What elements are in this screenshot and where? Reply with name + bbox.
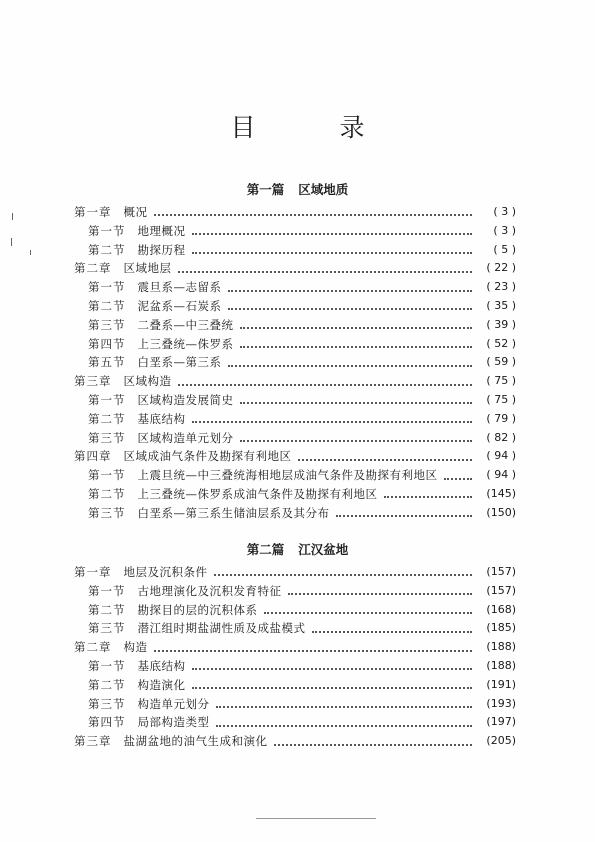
entry-number: 第二章 — [74, 640, 112, 655]
dot-leader — [216, 704, 473, 708]
entry-number: 第一节 — [88, 468, 126, 483]
entry-number: 第一节 — [88, 223, 126, 238]
entry-page-number: ( 94 ) — [486, 449, 516, 463]
toc-list-part-2 — [74, 563, 516, 751]
dot-leader — [228, 363, 473, 367]
dot-leader — [192, 250, 473, 254]
entry-page-number: ( 22 ) — [486, 261, 516, 275]
toc-section-entry[interactable] — [74, 582, 516, 601]
toc-section-entry[interactable] — [74, 353, 516, 372]
entry-page-number: ( 75 ) — [486, 392, 516, 406]
dot-leader — [264, 610, 473, 614]
scan-speck — [256, 818, 376, 819]
dot-leader — [192, 419, 473, 423]
entry-page-number: (157) — [486, 583, 516, 597]
toc-section-entry[interactable] — [74, 466, 516, 485]
entry-number: 第二节 — [88, 298, 126, 313]
scan-speck — [30, 250, 31, 255]
dot-leader — [154, 648, 473, 652]
entry-title: 概况 — [123, 205, 148, 219]
entry-number: 第一节 — [88, 583, 126, 598]
dot-leader — [444, 476, 473, 480]
entry-page-number: (168) — [486, 602, 516, 616]
part-number: 第一篇 — [246, 182, 285, 197]
toc-section-entry[interactable] — [74, 410, 516, 429]
toc-section-entry[interactable] — [74, 222, 516, 241]
entry-title: 古地理演化及沉积发育特征 — [137, 583, 282, 598]
entry-title: 勘探目的层的沉积体系 — [137, 602, 258, 617]
toc-chapter-entry[interactable] — [74, 203, 516, 222]
part-heading-1 — [0, 180, 595, 198]
entry-title: 区域构造 — [123, 374, 172, 389]
entry-page-number: ( 82 ) — [486, 430, 516, 444]
entry-number: 第一章 — [74, 565, 112, 579]
part-heading-2 — [0, 540, 595, 558]
toc-section-entry[interactable] — [74, 601, 516, 620]
part-name: 区域地质 — [298, 182, 349, 197]
entry-number: 第三章 — [74, 734, 112, 749]
entry-number: 第三章 — [74, 374, 112, 389]
dot-leader — [298, 457, 473, 461]
toc-section-entry[interactable] — [74, 713, 516, 732]
part-number: 第二篇 — [246, 542, 285, 557]
entry-number: 第三节 — [88, 621, 126, 636]
dot-leader — [274, 742, 473, 746]
entry-number: 第四节 — [88, 336, 126, 351]
entry-number: 第二节 — [88, 677, 126, 692]
entry-title: 基底结构 — [137, 658, 186, 673]
entry-page-number: (205) — [486, 734, 516, 748]
dot-leader — [240, 325, 473, 329]
dot-leader — [178, 269, 473, 273]
entry-title: 地层及沉积条件 — [123, 565, 208, 579]
dot-leader — [192, 666, 473, 670]
entry-title: 白垩系—第三系 — [137, 355, 222, 370]
entry-title: 构造单元划分 — [137, 696, 210, 711]
dot-leader — [240, 344, 473, 348]
toc-chapter-entry[interactable] — [74, 732, 516, 751]
toc-section-entry[interactable] — [74, 504, 516, 523]
scan-speck — [11, 238, 12, 246]
entry-title: 地理概况 — [137, 223, 186, 238]
entry-page-number: ( 5 ) — [493, 242, 516, 256]
entry-page-number: (145) — [486, 486, 516, 500]
entry-number: 第二章 — [74, 261, 112, 276]
entry-number: 第二节 — [88, 486, 126, 501]
toc-section-entry[interactable] — [74, 297, 516, 316]
entry-number: 第四节 — [88, 715, 126, 730]
dot-leader — [228, 288, 473, 292]
entry-title: 白垩系—第三系生储油层系及其分布 — [137, 505, 330, 520]
entry-number: 第二节 — [88, 602, 126, 617]
entry-number: 第五节 — [88, 355, 126, 370]
dot-leader — [216, 723, 473, 727]
entry-page-number: (193) — [486, 696, 516, 710]
entry-number: 第二节 — [88, 411, 126, 426]
dot-leader — [312, 629, 473, 633]
toc-section-entry[interactable] — [74, 391, 516, 410]
dot-leader — [384, 494, 473, 498]
entry-title: 区域构造发展简史 — [137, 392, 234, 407]
part-name: 江汉盆地 — [298, 542, 349, 557]
entry-page-number: ( 94 ) — [486, 468, 516, 482]
toc-section-entry[interactable] — [74, 619, 516, 638]
toc-section-entry[interactable] — [74, 657, 516, 676]
dot-leader — [192, 685, 473, 689]
entry-page-number: ( 59 ) — [486, 355, 516, 369]
entry-title: 潜江组时期盐湖性质及成盐模式 — [137, 621, 306, 636]
toc-section-entry[interactable] — [74, 676, 516, 695]
entry-title: 盐湖盆地的油气生成和演化 — [123, 734, 268, 749]
entry-page-number: (185) — [486, 621, 516, 635]
dot-leader — [228, 306, 473, 310]
entry-number: 第一节 — [88, 658, 126, 673]
dot-leader — [240, 400, 473, 404]
entry-page-number: ( 52 ) — [486, 336, 516, 350]
entry-number: 第一节 — [88, 392, 126, 407]
dot-leader — [288, 591, 473, 595]
scan-speck — [12, 213, 13, 220]
entry-title: 区域成油气条件及勘探有利地区 — [123, 449, 292, 464]
entry-title: 勘探历程 — [137, 242, 186, 257]
dot-leader — [154, 212, 473, 216]
entry-page-number: ( 3 ) — [493, 223, 516, 237]
toc-chapter-entry[interactable] — [74, 638, 516, 657]
dot-leader — [214, 572, 473, 576]
toc-section-entry[interactable] — [74, 485, 516, 504]
entry-title: 震旦系—志留系 — [137, 280, 222, 295]
toc-section-entry[interactable] — [74, 278, 516, 297]
dot-leader — [192, 231, 473, 235]
entry-page-number: (157) — [486, 565, 516, 578]
entry-number: 第三节 — [88, 696, 126, 711]
dot-leader — [178, 382, 473, 386]
entry-title: 上震旦统—中三叠统海相地层成油气条件及勘探有利地区 — [137, 468, 438, 483]
entry-title: 上三叠统—侏罗系成油气条件及勘探有利地区 — [137, 486, 378, 501]
entry-number: 第三节 — [88, 317, 126, 332]
entry-title: 上三叠统—侏罗系 — [137, 336, 234, 351]
entry-page-number: ( 39 ) — [486, 317, 516, 331]
toc-section-entry[interactable] — [74, 429, 516, 448]
toc-section-entry[interactable] — [74, 241, 516, 260]
entry-page-number: (150) — [486, 505, 516, 519]
entry-page-number: ( 79 ) — [486, 411, 516, 425]
toc-section-entry[interactable] — [74, 335, 516, 354]
toc-chapter-entry[interactable] — [74, 259, 516, 278]
entry-title: 构造演化 — [137, 677, 186, 692]
entry-page-number: ( 75 ) — [486, 374, 516, 388]
entry-number: 第三节 — [88, 505, 126, 520]
toc-list-part-1 — [74, 203, 516, 523]
toc-section-entry[interactable] — [74, 695, 516, 714]
toc-section-entry[interactable] — [74, 316, 516, 335]
entry-page-number: (197) — [486, 715, 516, 729]
dot-leader — [336, 513, 473, 517]
entry-title: 区域地层 — [123, 261, 172, 276]
entry-page-number: ( 35 ) — [486, 298, 516, 312]
entry-number: 第四章 — [74, 449, 112, 464]
entry-title: 基底结构 — [137, 411, 186, 426]
entry-title: 泥盆系—石炭系 — [137, 298, 222, 313]
toc-chapter-entry[interactable] — [74, 447, 516, 466]
entry-title: 二叠系—中三叠统 — [137, 317, 234, 332]
dot-leader — [240, 438, 473, 442]
entry-page-number: ( 3 ) — [493, 205, 516, 218]
entry-number: 第一节 — [88, 280, 126, 295]
entry-page-number: (188) — [486, 658, 516, 672]
entry-title: 区域构造单元划分 — [137, 430, 234, 445]
entry-title: 构造 — [123, 640, 148, 655]
entry-number: 第一章 — [74, 205, 112, 219]
entry-page-number: ( 23 ) — [486, 280, 516, 294]
entry-number: 第二节 — [88, 242, 126, 257]
toc-chapter-entry[interactable] — [74, 563, 516, 582]
entry-title: 局部构造类型 — [137, 715, 210, 730]
entry-page-number: (188) — [486, 640, 516, 654]
entry-number: 第三节 — [88, 430, 126, 445]
entry-page-number: (191) — [486, 677, 516, 691]
toc-chapter-entry[interactable] — [74, 372, 516, 391]
page-title: 目 录 — [230, 113, 403, 142]
